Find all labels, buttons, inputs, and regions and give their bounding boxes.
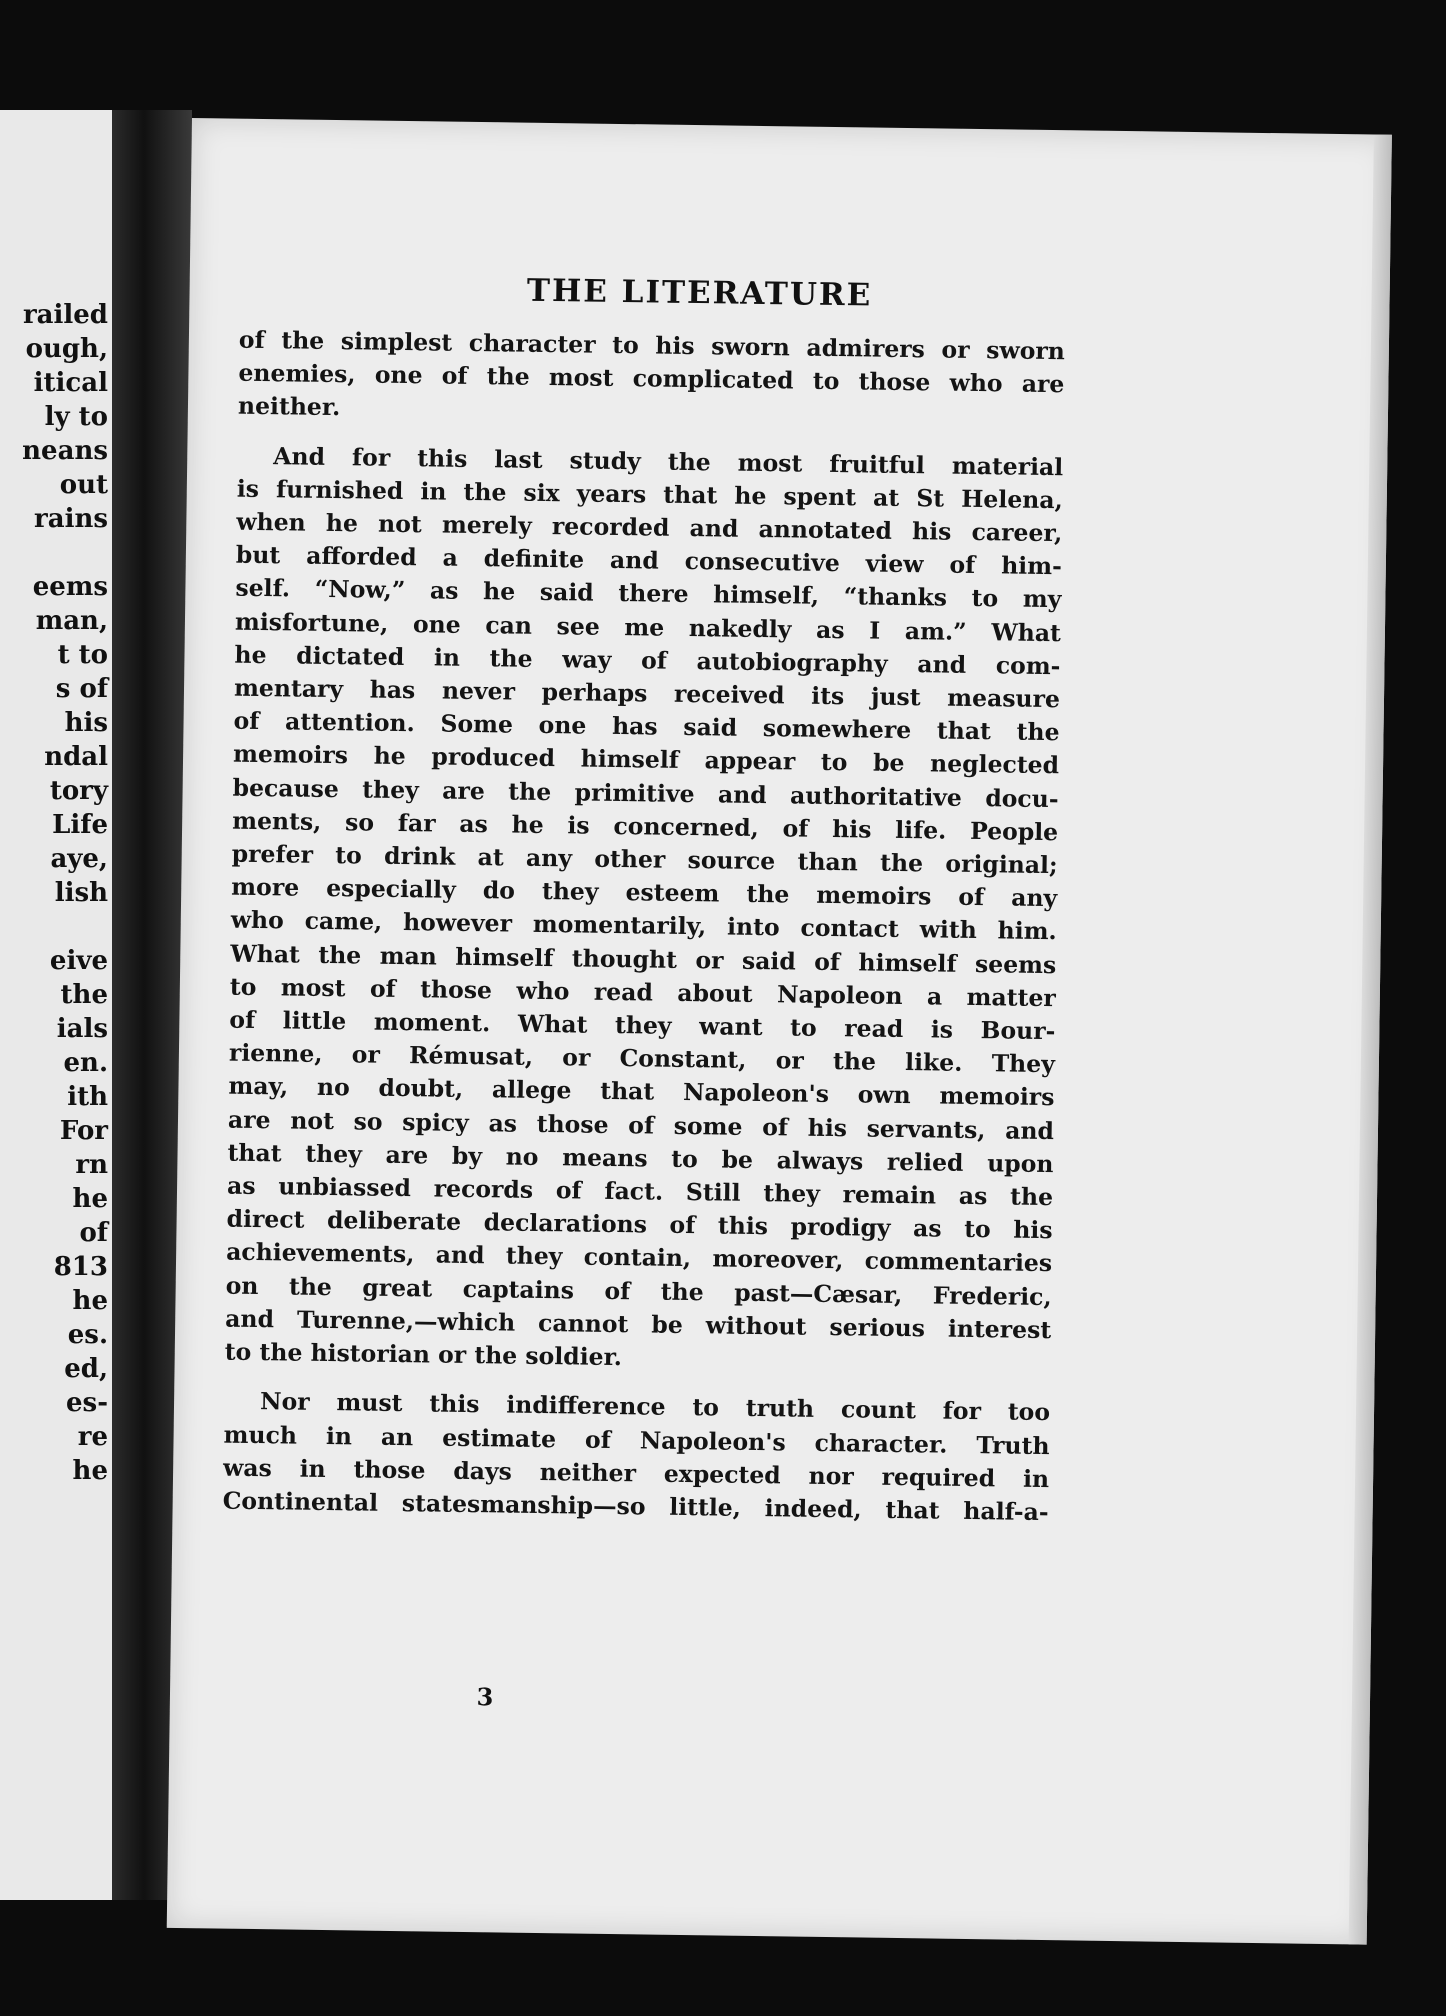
- left-page-fragment: tory: [49, 776, 108, 806]
- text-line: self. “Now,” as he said there himself, “thanks to my: [235, 574, 1062, 614]
- text-line: of little moment. What they want to read is Bour-: [229, 1005, 1056, 1046]
- text-line: Nor must this indifference to truth count for too: [259, 1387, 1051, 1427]
- left-page-fragment: re: [77, 1422, 108, 1452]
- text-line: ments, so far as he is concerned, of his life. People: [232, 806, 1059, 847]
- left-page-fragment: ough,: [25, 334, 108, 364]
- left-page-fragment: lish: [54, 878, 108, 908]
- left-page-fragment: rains: [34, 504, 108, 534]
- book-page: [167, 118, 1392, 1945]
- left-page-fragment: ials: [56, 1014, 108, 1044]
- left-page-fragment: ed,: [64, 1354, 108, 1384]
- text-line: And for this last study the most fruitful material: [273, 441, 1064, 481]
- body-text: [222, 324, 1065, 1530]
- left-page-fragment: the: [60, 980, 108, 1010]
- left-page-fragment: ith: [67, 1082, 108, 1112]
- left-page-fragment: t to: [57, 640, 108, 670]
- left-page-fragment: ndal: [44, 742, 108, 772]
- page-edge: [1349, 135, 1392, 1945]
- running-head: THE LITERATURE: [526, 272, 873, 314]
- text-line: enemies, one of the most complicated to those who are: [238, 358, 1065, 399]
- left-page-fragment: Life: [52, 810, 108, 840]
- text-line: and Turenne,—which cannot be without serious interest: [225, 1304, 1052, 1345]
- text-line: may, no doubt, allege that Napoleon's own memoirs: [228, 1072, 1055, 1112]
- page-number: 3: [476, 1682, 494, 1712]
- text-line: rienne, or Rémusat, or Constant, or the like. They: [228, 1038, 1056, 1079]
- left-page-fragment: he: [72, 1286, 108, 1316]
- left-page-fragment: rn: [75, 1150, 108, 1180]
- left-page-fragment: neans: [22, 436, 108, 466]
- text-line: What the man himself thought or said of himself seems: [230, 939, 1057, 979]
- text-line: direct deliberate declarations of this prodigy as to his: [226, 1204, 1053, 1245]
- text-line: when he not merely recorded and annotated his career,: [236, 507, 1063, 548]
- text-line: memoirs he produced himself appear to be neglected: [232, 740, 1060, 780]
- text-line: much in an estimate of Napoleon's character. Truth: [223, 1420, 1050, 1460]
- text-line: because they are the primitive and authoritative docu-: [232, 773, 1059, 813]
- left-page-fragment: out: [59, 470, 108, 500]
- text-line: neither.: [237, 392, 341, 422]
- text-line: are not so spicy as those of some of his servants, and: [227, 1105, 1055, 1145]
- left-page-fragment: For: [59, 1116, 108, 1146]
- text-line: mentary has never perhaps received its just measure: [233, 673, 1061, 714]
- left-page-fragment: 813: [53, 1252, 108, 1282]
- left-page-fragment: itical: [33, 368, 108, 398]
- left-page-fragment: s of: [55, 674, 108, 704]
- left-page-fragments: [22, 298, 108, 1488]
- left-page-fragment: aye,: [50, 844, 108, 874]
- left-page-fragment: man,: [35, 606, 108, 636]
- left-page-fragment: eems: [32, 572, 108, 602]
- text-line: that they are by no means to be always relied upon: [227, 1138, 1054, 1179]
- text-line: to the historian or the soldier.: [224, 1337, 623, 1372]
- left-page-fragment: he: [72, 1456, 108, 1486]
- left-page-fragment: es.: [67, 1320, 108, 1350]
- text-line: of attention. Some one has said somewhere that the: [233, 706, 1060, 747]
- text-line: prefer to drink at any other source than the original;: [231, 839, 1058, 880]
- left-page-fragment: es-: [66, 1388, 108, 1418]
- text-line: but afforded a definite and consecutive view of him-: [235, 540, 1063, 581]
- left-page-fragment: en.: [63, 1048, 108, 1078]
- text-line: who came, however momentarily, into contact with him.: [230, 906, 1057, 946]
- paragraph: [225, 439, 1064, 1380]
- left-page-fragment: [22, 536, 108, 570]
- left-page-fragment: of: [79, 1218, 108, 1248]
- text-line: Continental statesmanship—so little, indeed, that half-a-: [222, 1486, 1049, 1527]
- paragraph: [238, 324, 1065, 435]
- left-page-fragment: [22, 910, 108, 944]
- text-line: is furnished in the six years that he spent at St Helena,: [236, 474, 1063, 515]
- left-page-edge: [0, 110, 112, 1900]
- left-page-fragment: ly to: [44, 402, 108, 432]
- text-line: on the great captains of the past—Cæsar, Frederic,: [225, 1271, 1052, 1311]
- text-line: he dictated in the way of autobiography and com-: [234, 640, 1061, 681]
- text-line: as unbiassed records of fact. Still they remain as the: [226, 1171, 1054, 1212]
- text-line: was in those days neither expected nor required in: [222, 1453, 1050, 1493]
- text-line: of the simplest character to his sworn admirers or sworn: [238, 325, 1066, 366]
- paragraph: [222, 1385, 1050, 1529]
- left-page-fragment: railed: [22, 300, 108, 330]
- text-line: achievements, and they contain, moreover, commentaries: [225, 1238, 1053, 1278]
- left-page-fragment: eive: [49, 946, 108, 976]
- text-line: to most of those who read about Napoleon a matter: [229, 972, 1056, 1013]
- text-line: more especially do they esteem the memoirs of any: [231, 872, 1058, 913]
- text-line: misfortune, one can see me nakedly as I am.” What: [234, 607, 1062, 647]
- left-page-fragment: he: [72, 1184, 108, 1214]
- left-page-fragment: his: [64, 708, 108, 738]
